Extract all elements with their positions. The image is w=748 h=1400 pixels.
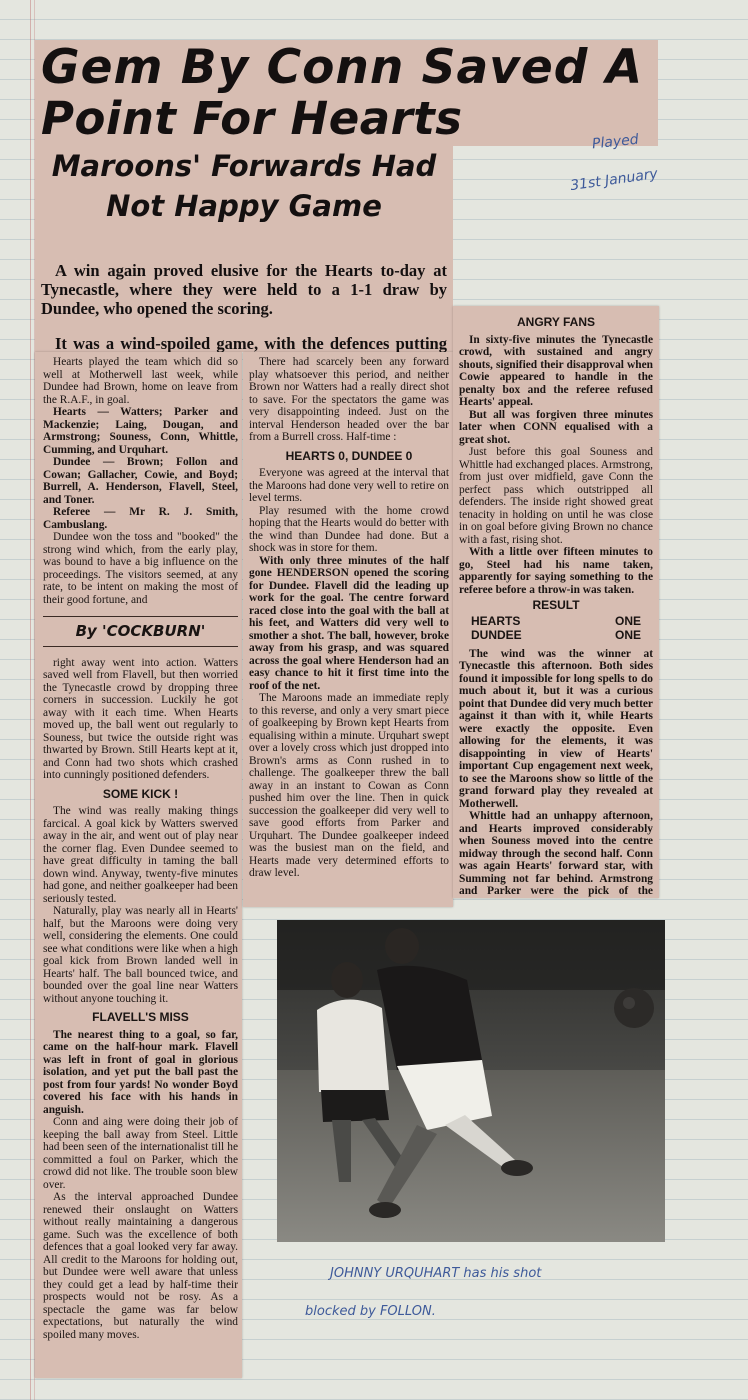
paragraph: Hearts played the team which did so well at Motherwell last week, while Dundee had Brown, home on leave from the R.A.F., in goal. xyxy=(43,356,238,406)
handwritten-caption-2: blocked by FOLLON. xyxy=(305,1304,436,1319)
handwritten-caption-1: JOHNNY URQUHART has his shot xyxy=(330,1266,542,1281)
paragraph: The wind was really making things farcical. A goal kick by Watters swerved away in the air, and went out of play near the corner flag. Even Dundee seemed to have great difficulty in taming the ball down wind. Anyway, twenty-five minutes had gone, and neither goalkeeper had been seriously tested. xyxy=(43,805,238,905)
paragraph: right away went into action. Watters saved well from Flavell, but then worried the Tynecastle crowd by dropping three corners in succession. Luckily he got away with it each time. When Hearts moved up, the ball went out regularly to Souness, but twice the outside right was thwarted by Brown. Still Hearts kept at it, and Conn had two shots which crashed into cunningly positioned defenders. xyxy=(43,656,238,781)
lead-text-1: A win again proved elusive for the Hearts to-day at Tynecastle, where they were held to a 1-1 draw by Dundee, who opened the scoring. xyxy=(41,260,447,318)
halftime-score: HEARTS 0, DUNDEE 0 xyxy=(285,448,413,463)
byline: By 'COCKBURN' xyxy=(43,616,238,647)
photo-image xyxy=(277,920,665,1242)
result-score: ONE xyxy=(614,613,641,628)
subheadline xyxy=(35,146,453,240)
section-heading: ANGRY FANS xyxy=(516,315,595,329)
paragraph: Just before this goal Souness and Whittle had exchanged places. Armstrong, from just over midfield, gave Conn the perfect pass which outstripped all defenders. The inside right showed great tenacity in holding on until he was close in on goal before giving Brown no chance with a fast, rising shot. xyxy=(459,446,653,546)
paragraph: Everyone was agreed at the interval that the Maroons had done very well to retire on level terms. xyxy=(249,467,449,504)
article-column-1 xyxy=(35,352,242,1378)
paragraph: The nearest thing to a goal, so far, came on the half-hour mark. Flavell was left in front of goal in glorious isolation, and yet put the ball past the post from four yards! No wonder Boyd covered his face with his hands in anguish. xyxy=(43,1028,238,1116)
paragraph: With only three minutes of the half gone HENDERSON opened the scoring for Dundee. Flavell did the leading up work for the goal. The centre forward raced close into the goal with the ball at his feet, and Watters did very well to smother a shot. The ball, however, broke away from his grasp, and was squared across the goal where Henderson had an easy chance to hit it first time into the roof of the net. xyxy=(249,554,449,692)
paragraph: The Maroons made an immediate reply to this reverse, and only a very smart piece of goalkeeping by Brown kept Hearts from equalising within a minute. Urquhart swept over a lovely cross which just dropped into Brown's arms as Conn rushed in to challenge. The goalkeeper threw the ball away in an instant to Cowan as Conn pushed him over the line. Then in quick succession the goalkeeper did very well to save good efforts from Parker and Urquhart. The Dundee goalkeeper indeed was the busiest man on the field, and Hearts made very determined efforts to draw level. xyxy=(249,692,449,879)
handwritten-note-date: 31st January xyxy=(569,165,659,195)
headline xyxy=(35,40,658,146)
headline-line-1: Gem By Conn Saved A xyxy=(41,40,644,95)
result-team: DUNDEE xyxy=(471,627,522,642)
paragraph: Dundee won the toss and "booked" the strong wind which, from the early play, was bound to have a big influence on the proceedings. The visitors seemed, at any rate, to be intent on making the most of their good fortune, and xyxy=(43,531,238,606)
paragraph: As the interval approached Dundee renewed their onslaught on Watters without really maintaining a dangerous game. Such was the excellence of both defences that a goal looked very far away. All credit to the Maroons for holding out, but Dundee were well aware that unless they could get a lead by half-time their prospects would not be rosy. As a spectacle the game was far below expectations, but naturally the wind spoiled many moves. xyxy=(43,1191,238,1341)
paragraph: Whittle had an unhappy afternoon, and Hearts improved considerably when Souness moved into the centre midway through the second half. Conn was again Hearts' forward star, with Summing not far behind. Armstrong and Parker were the pick of the xyxy=(459,810,653,897)
section-heading: SOME KICK ! xyxy=(102,786,179,801)
hearts-lineup: Hearts — Watters; Parker and Mackenzie; Laing, Dougan, and Armstrong; Souness, Conn, Whittle, Cumming, and Urquhart. xyxy=(43,406,238,456)
subheadline-line-1: Maroons' Forwards Had xyxy=(51,149,437,183)
subheadline-line-2: Not Happy Game xyxy=(106,189,382,223)
paragraph: With a little over fifteen minutes to go, Steel had his name taken, apparently for saying something to the referee before a throw-in was taken. xyxy=(459,546,653,596)
paragraph: But all was forgiven three minutes later when CONN equalised with a great shot. xyxy=(459,408,653,446)
result-row xyxy=(459,614,653,628)
match-photograph xyxy=(277,920,665,1242)
result-team: HEARTS xyxy=(471,613,521,628)
paragraph: Naturally, play was nearly all in Hearts' half, but the Maroons were doing very well, considering the elements. One could see what conditions were like when a high goal kick from Brown landed well in Hearts' half. The ball bounced twice, and bounded over the goal line near Watters without anyone touching it. xyxy=(43,905,238,1005)
handwritten-note-played: Played xyxy=(591,131,640,153)
article-column-3 xyxy=(453,306,659,898)
result-row xyxy=(459,628,653,642)
paragraph: Conn and aing were doing their job of keeping the ball away from Steel. Little had been seen of the internationalist till he committed a foul on Parker, which the crowd did not like. The trouble soon blew over. xyxy=(43,1116,238,1191)
paragraph: Play resumed with the home crowd hoping that the Hearts would do better with the wind than Dundee had done. But a shock was in store for them. xyxy=(249,504,449,554)
paragraph: In sixty-five minutes the Tynecastle crowd, with sustained and angry shouts, signified their disapproval when Cowie appeared to handle in the penalty box and the referee refused Hearts' appeal. xyxy=(459,333,653,408)
margin-rule xyxy=(30,0,31,1400)
paragraph: The wind was the winner at Tynecastle this afternoon. Both sides found it impossible for long spells to do much about it, but it was a curious point that Dundee did very much better against it than with it, while Hearts were exactly the opposite. Even allowing for the elements, it was disappointing in view of Hearts' important Cup engagement next week, to see the Maroons show so little of the grand forward play they revealed at Motherwell. xyxy=(459,647,653,810)
paragraph: There had scarcely been any forward play whatsoever this period, and neither Brown nor Watters had a really direct shot to save. For the spectators the game was very disappointing indeed. Just on the interval Henderson headed over the bar from a Burrell cross. Half-time : xyxy=(249,356,449,443)
result-heading: RESULT xyxy=(532,598,580,612)
lead-text-2: It was a wind-spoiled game, with the defences putting xyxy=(55,334,447,352)
dundee-lineup: Dundee — Brown; Follon and Cowan; Gallacher, Cowie, and Boyd; Burrell, A. Henderson, Flavell, Steel, and Toner. xyxy=(43,456,238,506)
article-column-2 xyxy=(243,352,453,907)
section-heading: FLAVELL'S MISS xyxy=(92,1010,189,1024)
headline-line-2: Point For Hearts xyxy=(41,92,463,145)
lead-paragraph xyxy=(35,240,453,352)
result-score: ONE xyxy=(614,627,641,642)
referee-line: Referee — Mr R. J. Smith, Cambuslang. xyxy=(43,506,238,531)
